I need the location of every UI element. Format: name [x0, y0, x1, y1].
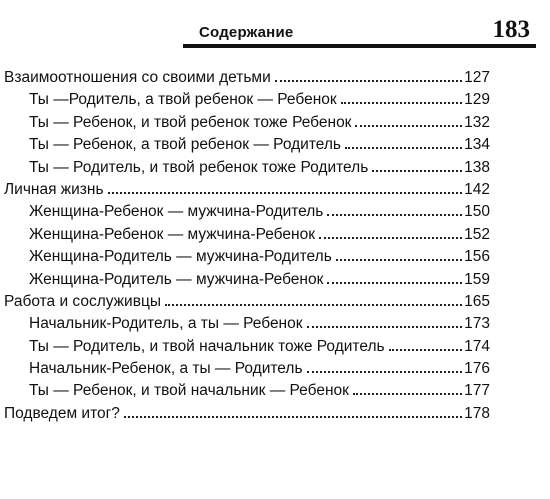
toc-subsection-entry [4, 201, 490, 223]
toc-subsection-entry [4, 380, 490, 402]
dot-leader [353, 393, 462, 395]
toc-section-entry [4, 179, 490, 201]
dot-leader [275, 80, 462, 82]
dot-leader [372, 170, 462, 172]
toc-entry-page: 178 [464, 404, 490, 422]
toc-subsection-entry [4, 336, 490, 358]
toc-entry-label: Ты — Родитель, и твой ребенок тоже Родитель [29, 158, 369, 176]
toc-entry-label: Начальник-Родитель, а ты — Ребенок [29, 315, 303, 333]
toc-entry-label: Личная жизнь [4, 180, 104, 198]
toc-entry-label: Ты — Ребенок, и твой ребенок тоже Ребенок [29, 113, 352, 131]
toc-entry-page: 159 [464, 270, 490, 288]
dot-leader [336, 259, 462, 261]
toc-entry-page: 127 [464, 69, 490, 86]
section-title: Содержание [199, 24, 294, 41]
toc-section-entry [4, 403, 490, 425]
toc-entry-page: 177 [464, 382, 490, 400]
toc-section-entry [4, 67, 490, 89]
dot-leader [327, 282, 462, 284]
toc-entry-label: Ты — Ребенок, а твой ребенок — Родитель [29, 136, 341, 154]
dot-leader [124, 416, 462, 418]
dot-leader [355, 125, 462, 127]
toc-entry-label: Начальник-Ребенок, а ты — Родитель [29, 360, 303, 378]
toc-entry-page: 173 [464, 315, 490, 333]
toc-entry-page: 176 [464, 360, 490, 378]
dot-leader [345, 147, 462, 149]
toc-subsection-entry [4, 224, 490, 246]
toc-entry-page: 150 [464, 203, 490, 221]
toc-entry-page: 174 [464, 337, 490, 355]
toc-entry-page: 142 [464, 180, 490, 198]
toc-subsection-entry [4, 269, 490, 291]
dot-leader [319, 237, 462, 239]
toc-entry-page: 132 [464, 113, 490, 131]
toc-entry-page: 138 [464, 158, 490, 176]
page-number: 183 [492, 16, 530, 43]
dot-leader [307, 371, 463, 373]
toc-entry-label: Женщина-Ребенок — мужчина-Ребенок [29, 225, 315, 243]
toc-subsection-entry [4, 313, 490, 335]
toc-subsection-entry [4, 112, 490, 134]
running-header [183, 16, 536, 46]
toc-entry-label: Женщина-Родитель — мужчина-Родитель [29, 248, 332, 266]
toc-subsection-entry [4, 157, 490, 179]
dot-leader [307, 326, 463, 328]
toc-entry-label: Работа и сослуживцы [4, 292, 161, 310]
dot-leader [165, 304, 462, 306]
toc-entry-page: 156 [464, 248, 490, 266]
toc-entry-label: Подведем итог? [4, 404, 120, 422]
toc-entry-label: Взаимоотношения со своими детьми [4, 69, 271, 86]
toc-entry-label: Ты —Родитель, а твой ребенок — Ребенок [29, 91, 337, 109]
toc-subsection-entry [4, 246, 490, 268]
toc-entry-label: Женщина-Ребенок — мужчина-Родитель [29, 203, 324, 221]
header-rule [183, 44, 536, 48]
toc-section-entry [4, 291, 490, 313]
toc-entry-page: 152 [464, 225, 490, 243]
toc-entry-page: 134 [464, 136, 490, 154]
toc-entry-label: Ты — Ребенок, и твой начальник — Ребенок [29, 382, 349, 400]
table-of-contents [4, 67, 490, 425]
toc-entry-page: 165 [464, 292, 490, 310]
dot-leader [389, 349, 463, 351]
dot-leader [108, 192, 463, 194]
toc-subsection-entry [4, 358, 490, 380]
dot-leader [327, 214, 462, 216]
dot-leader [341, 102, 462, 104]
toc-entry-label: Женщина-Родитель — мужчина-Ребенок [29, 270, 324, 288]
toc-entry-label: Ты — Родитель, и твой начальник тоже Родитель [29, 337, 385, 355]
toc-subsection-entry [4, 89, 490, 111]
toc-subsection-entry [4, 134, 490, 156]
toc-entry-page: 129 [464, 91, 490, 109]
